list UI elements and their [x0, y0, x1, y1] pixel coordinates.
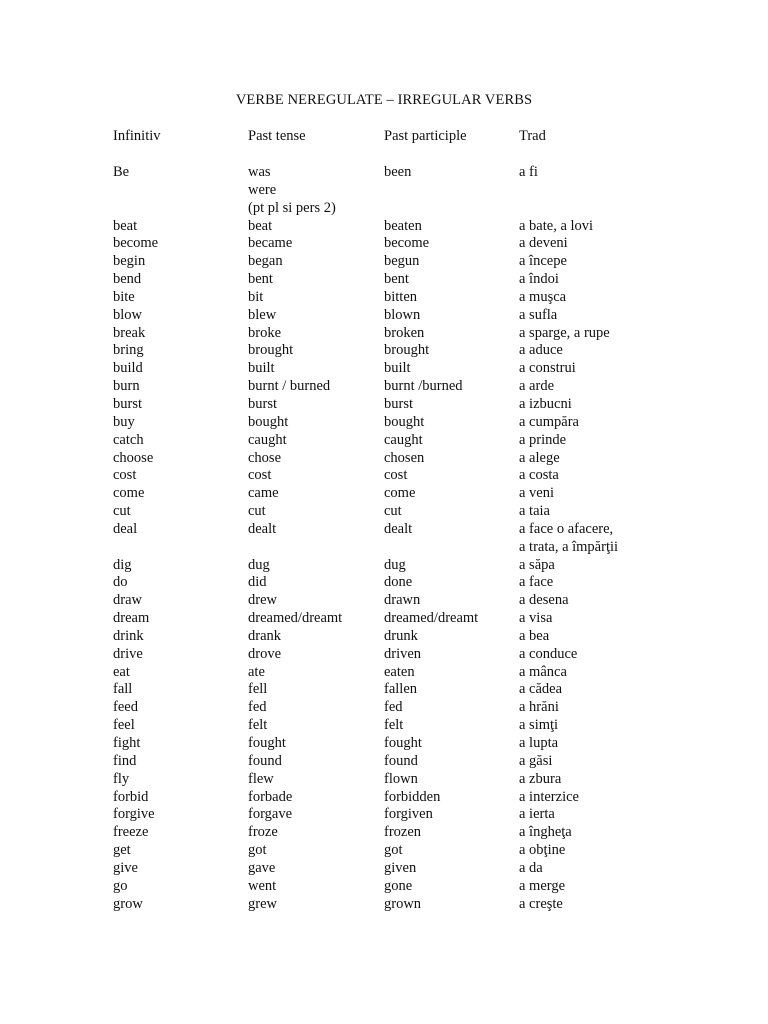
past-tense-line: chose: [248, 449, 282, 466]
past-tense-line: brought: [248, 342, 294, 359]
translation-line: a interzice: [519, 788, 579, 805]
cell-past-participle: given: [384, 859, 417, 876]
cell-infinitive: choose: [113, 449, 154, 466]
cell-past-participle: built: [384, 360, 411, 377]
cell-infinitive: drive: [113, 645, 143, 662]
cell-past-tense: [248, 699, 267, 717]
cell-translation: [519, 824, 572, 842]
cell-translation: [519, 503, 550, 521]
cell-translation: [519, 289, 566, 307]
cell-past-tense: [248, 646, 281, 664]
cell-past-tense: [248, 521, 276, 539]
table-row: [113, 806, 733, 824]
translation-line: a mânca: [519, 663, 567, 680]
table-row: [113, 521, 733, 557]
table-row: [113, 842, 733, 860]
cell-past-participle: dreamed/dreamt: [384, 610, 479, 627]
table-row: [113, 378, 733, 396]
cell-infinitive: bring: [113, 342, 144, 359]
cell-past-participle: frozen: [384, 824, 422, 841]
translation-line: a da: [519, 859, 543, 876]
table-row: [113, 824, 733, 842]
cell-past-tense: [248, 664, 265, 682]
translation-line: a sparge, a rupe: [519, 324, 610, 341]
cell-infinitive: eat: [113, 663, 130, 680]
cell-past-participle: eaten: [384, 663, 415, 680]
translation-line: a trata, a împărţii: [519, 538, 619, 555]
past-tense-line: ate: [248, 663, 265, 680]
cell-past-tense: [248, 681, 267, 699]
table-row: [113, 557, 733, 575]
translation-line: a bea: [519, 627, 550, 644]
table-row: [113, 253, 733, 271]
cell-past-tense: [248, 789, 292, 807]
cell-infinitive: build: [113, 360, 143, 377]
cell-past-participle: cut: [384, 503, 402, 520]
cell-past-participle: fed: [384, 699, 403, 716]
header-infinitiv: Infinitiv: [113, 128, 161, 144]
cell-translation: [519, 164, 538, 182]
cell-translation: [519, 396, 572, 414]
translation-line: a fi: [519, 164, 538, 180]
past-tense-line: cost: [248, 467, 272, 484]
cell-past-tense: [248, 253, 283, 271]
cell-past-participle: bitten: [384, 288, 418, 305]
table-row: [113, 574, 733, 592]
past-tense-line: fought: [248, 735, 286, 752]
table-row: [113, 735, 733, 753]
cell-infinitive: beat: [113, 217, 138, 234]
translation-line: a deveni: [519, 235, 568, 252]
cell-past-participle: burnt /burned: [384, 378, 463, 395]
cell-past-tense: [248, 289, 263, 307]
cell-past-participle: dealt: [384, 520, 413, 537]
translation-line: a îngheţa: [519, 824, 572, 841]
table-row: [113, 503, 733, 521]
cell-past-participle: been: [384, 164, 412, 180]
cell-infinitive: do: [113, 574, 128, 591]
translation-line: a începe: [519, 253, 567, 270]
verb-table: [113, 164, 733, 913]
translation-line: a desena: [519, 592, 569, 609]
cell-translation: [519, 271, 559, 289]
cell-infinitive: become: [113, 235, 159, 252]
cell-translation: [519, 485, 554, 503]
cell-past-tense: [248, 485, 279, 503]
past-tense-line: bought: [248, 413, 289, 430]
cell-past-tense: [248, 574, 267, 592]
past-tense-line: blew: [248, 306, 277, 323]
cell-translation: [519, 610, 552, 628]
header-past-participle: Past participle: [384, 128, 467, 144]
translation-line: a bate, a lovi: [519, 217, 594, 234]
cell-translation: [519, 378, 554, 396]
cell-past-tense: [248, 396, 277, 414]
translation-line: a lupta: [519, 735, 559, 752]
translation-line: a săpa: [519, 556, 555, 573]
table-row: [113, 646, 733, 664]
cell-translation: [519, 218, 593, 236]
past-tense-line: came: [248, 485, 279, 502]
header-trad: Trad: [519, 128, 546, 144]
table-row: [113, 218, 733, 236]
cell-translation: [519, 414, 579, 432]
cell-infinitive: dig: [113, 556, 132, 573]
cell-translation: [519, 753, 552, 771]
cell-past-tense: [248, 771, 274, 789]
cell-past-participle: become: [384, 235, 430, 252]
table-row: [113, 289, 733, 307]
cell-past-participle: fallen: [384, 681, 418, 698]
translation-line: a alege: [519, 449, 560, 466]
past-tense-line: became: [248, 235, 293, 252]
cell-past-tense: [248, 307, 276, 325]
table-row: [113, 860, 733, 878]
cell-translation: [519, 681, 562, 699]
cell-infinitive: cut: [113, 503, 131, 520]
table-row: [113, 610, 733, 628]
table-row: [113, 360, 733, 378]
table-row: [113, 467, 733, 485]
cell-infinitive: burn: [113, 378, 140, 395]
cell-translation: [519, 557, 555, 575]
table-row: [113, 325, 733, 343]
cell-past-participle: beaten: [384, 217, 422, 234]
table-row: [113, 485, 733, 503]
past-tense-line: burst: [248, 395, 277, 412]
translation-line: a obţine: [519, 842, 566, 859]
cell-past-tense: [248, 610, 342, 628]
past-tense-line: fell: [248, 681, 268, 698]
past-tense-line: found: [248, 752, 282, 769]
cell-translation: [519, 789, 579, 807]
table-row: [113, 271, 733, 289]
cell-infinitive: dream: [113, 610, 150, 627]
cell-translation: [519, 521, 618, 557]
past-tense-line: were: [248, 181, 277, 198]
past-tense-line: bent: [248, 271, 273, 288]
cell-past-participle: dug: [384, 556, 406, 573]
cell-past-participle: cost: [384, 467, 408, 484]
cell-past-participle: chosen: [384, 449, 425, 466]
cell-translation: [519, 860, 543, 878]
past-tense-line: cut: [248, 503, 266, 520]
cell-infinitive: burst: [113, 395, 142, 412]
past-tense-line: bit: [248, 288, 264, 305]
table-row: [113, 681, 733, 699]
table-row: [113, 771, 733, 789]
cell-past-participle: fought: [384, 735, 422, 752]
cell-infinitive: get: [113, 842, 131, 859]
past-tense-line: went: [248, 877, 277, 894]
cell-past-tense: [248, 735, 286, 753]
past-tense-line: got: [248, 842, 267, 859]
table-row: [113, 342, 733, 360]
cell-past-participle: blown: [384, 306, 421, 323]
cell-infinitive: fight: [113, 735, 141, 752]
cell-past-tense: [248, 467, 271, 485]
cell-past-tense: [248, 860, 275, 878]
cell-past-participle: bent: [384, 271, 409, 288]
cell-infinitive: feel: [113, 717, 135, 734]
translation-line: a veni: [519, 485, 555, 502]
past-tense-line: flew: [248, 770, 274, 787]
cell-past-tense: [248, 218, 272, 236]
cell-past-participle: forbidden: [384, 788, 441, 805]
cell-infinitive: cost: [113, 467, 137, 484]
translation-line: a conduce: [519, 645, 578, 662]
table-row: [113, 414, 733, 432]
past-tense-line: forgave: [248, 806, 293, 823]
cell-past-tense: [248, 896, 277, 914]
cell-past-participle: broken: [384, 324, 425, 341]
cell-translation: [519, 771, 561, 789]
cell-infinitive: fall: [113, 681, 133, 698]
past-tense-line: gave: [248, 859, 276, 876]
cell-past-participle: found: [384, 752, 418, 769]
cell-infinitive: go: [113, 877, 128, 894]
past-tense-line: drove: [248, 645, 282, 662]
translation-line: a costa: [519, 467, 559, 484]
cell-infinitive: drink: [113, 627, 144, 644]
table-row: [113, 432, 733, 450]
past-tense-line: (pt pl si pers 2): [248, 199, 336, 216]
cell-translation: [519, 699, 559, 717]
cell-translation: [519, 432, 566, 450]
translation-line: a arde: [519, 378, 555, 395]
cell-past-participle: bought: [384, 413, 425, 430]
cell-infinitive: Be: [113, 164, 130, 180]
table-row: [113, 896, 733, 914]
past-tense-line: dealt: [248, 520, 277, 537]
table-row: [113, 450, 733, 468]
translation-line: a cădea: [519, 681, 563, 698]
cell-past-participle: forgiven: [384, 806, 433, 823]
past-tense-line: burnt / burned: [248, 378, 331, 395]
cell-past-tense: [248, 842, 267, 860]
cell-past-tense: [248, 414, 288, 432]
cell-translation: [519, 842, 565, 860]
cell-past-participle: drawn: [384, 592, 421, 609]
cell-past-tense: [248, 806, 292, 824]
translation-line: a ierta: [519, 806, 555, 823]
past-tense-line: broke: [248, 324, 282, 341]
cell-translation: [519, 307, 557, 325]
cell-translation: [519, 878, 565, 896]
translation-line: a prinde: [519, 431, 567, 448]
cell-past-tense: [248, 628, 281, 646]
cell-translation: [519, 467, 559, 485]
table-row: [113, 717, 733, 735]
cell-infinitive: find: [113, 752, 137, 769]
cell-past-participle: driven: [384, 645, 422, 662]
cell-past-tense: [248, 342, 293, 360]
cell-infinitive: forgive: [113, 806, 155, 823]
cell-translation: [519, 342, 563, 360]
cell-past-tense: [248, 450, 281, 468]
table-row: [113, 753, 733, 771]
cell-translation: [519, 806, 555, 824]
cell-past-tense: [248, 378, 330, 396]
cell-infinitive: draw: [113, 592, 142, 609]
past-tense-line: dreamed/dreamt: [248, 610, 343, 627]
header-past-tense: Past tense: [248, 128, 306, 144]
table-row: [113, 628, 733, 646]
cell-past-tense: [248, 592, 277, 610]
translation-line: a hrăni: [519, 699, 559, 716]
past-tense-line: drank: [248, 627, 282, 644]
past-tense-line: grew: [248, 895, 277, 912]
cell-infinitive: begin: [113, 253, 146, 270]
cell-past-tense: [248, 164, 336, 218]
table-row: [113, 878, 733, 896]
cell-infinitive: come: [113, 485, 145, 502]
translation-line: a face o afacere,: [519, 520, 614, 537]
translation-line: a muşca: [519, 288, 567, 305]
cell-infinitive: feed: [113, 699, 138, 716]
cell-past-tense: [248, 325, 281, 343]
cell-past-participle: done: [384, 574, 413, 591]
cell-translation: [519, 735, 558, 753]
cell-translation: [519, 360, 576, 378]
cell-past-participle: felt: [384, 717, 404, 734]
past-tense-line: was: [248, 164, 271, 180]
past-tense-line: did: [248, 574, 267, 591]
cell-past-tense: [248, 360, 275, 378]
cell-infinitive: give: [113, 859, 138, 876]
cell-translation: [519, 574, 553, 592]
cell-past-participle: grown: [384, 895, 422, 912]
cell-infinitive: grow: [113, 895, 143, 912]
cell-past-participle: begun: [384, 253, 420, 270]
table-row: [113, 664, 733, 682]
translation-line: a creşte: [519, 895, 563, 912]
past-tense-line: drew: [248, 592, 277, 609]
cell-infinitive: catch: [113, 431, 144, 448]
cell-past-tense: [248, 878, 276, 896]
translation-line: a merge: [519, 877, 566, 894]
cell-past-tense: [248, 557, 270, 575]
past-tense-line: began: [248, 253, 283, 270]
table-row: [113, 789, 733, 807]
cell-past-tense: [248, 503, 266, 521]
past-tense-line: beat: [248, 217, 273, 234]
cell-infinitive: deal: [113, 520, 138, 537]
translation-line: a construi: [519, 360, 576, 377]
cell-translation: [519, 253, 567, 271]
cell-infinitive: blow: [113, 306, 142, 323]
cell-translation: [519, 896, 563, 914]
cell-past-participle: brought: [384, 342, 430, 359]
translation-line: a aduce: [519, 342, 563, 359]
past-tense-line: caught: [248, 431, 287, 448]
past-tense-line: fed: [248, 699, 267, 716]
cell-past-tense: [248, 271, 273, 289]
past-tense-line: felt: [248, 717, 268, 734]
past-tense-line: froze: [248, 824, 278, 841]
cell-past-participle: got: [384, 842, 403, 859]
table-row: [113, 396, 733, 414]
cell-infinitive: fly: [113, 770, 130, 787]
cell-past-tense: [248, 824, 278, 842]
past-tense-line: forbade: [248, 788, 293, 805]
cell-infinitive: bite: [113, 288, 135, 305]
cell-translation: [519, 592, 569, 610]
table-row: [113, 235, 733, 253]
table-row: [113, 592, 733, 610]
cell-past-participle: come: [384, 485, 416, 502]
cell-translation: [519, 717, 558, 735]
cell-past-participle: burst: [384, 395, 413, 412]
cell-past-tense: [248, 753, 282, 771]
table-row: [113, 699, 733, 717]
cell-infinitive: freeze: [113, 824, 149, 841]
translation-line: a taia: [519, 503, 550, 520]
cell-past-participle: drunk: [384, 627, 418, 644]
translation-line: a cumpăra: [519, 413, 579, 430]
translation-line: a simţi: [519, 717, 559, 734]
cell-translation: [519, 628, 549, 646]
translation-line: a îndoi: [519, 271, 559, 288]
table-row: [113, 164, 733, 218]
cell-past-participle: flown: [384, 770, 418, 787]
cell-infinitive: bend: [113, 271, 142, 288]
cell-infinitive: buy: [113, 413, 135, 430]
cell-past-tense: [248, 432, 287, 450]
cell-translation: [519, 450, 560, 468]
translation-line: a face: [519, 574, 554, 591]
page-title: VERBE NEREGULATE – IRREGULAR VERBS: [235, 92, 533, 108]
cell-translation: [519, 235, 568, 253]
cell-translation: [519, 646, 577, 664]
cell-past-tense: [248, 235, 292, 253]
cell-translation: [519, 664, 567, 682]
cell-past-participle: caught: [384, 431, 423, 448]
translation-line: a găsi: [519, 752, 553, 769]
translation-line: a visa: [519, 610, 553, 627]
cell-past-tense: [248, 717, 267, 735]
past-tense-line: dug: [248, 556, 270, 573]
table-row: [113, 307, 733, 325]
past-tense-line: built: [248, 360, 275, 377]
cell-infinitive: forbid: [113, 788, 149, 805]
cell-past-participle: gone: [384, 877, 413, 894]
translation-line: a sufla: [519, 306, 558, 323]
cell-infinitive: break: [113, 324, 146, 341]
cell-translation: [519, 325, 610, 343]
translation-line: a zbura: [519, 770, 562, 787]
translation-line: a izbucni: [519, 395, 572, 412]
